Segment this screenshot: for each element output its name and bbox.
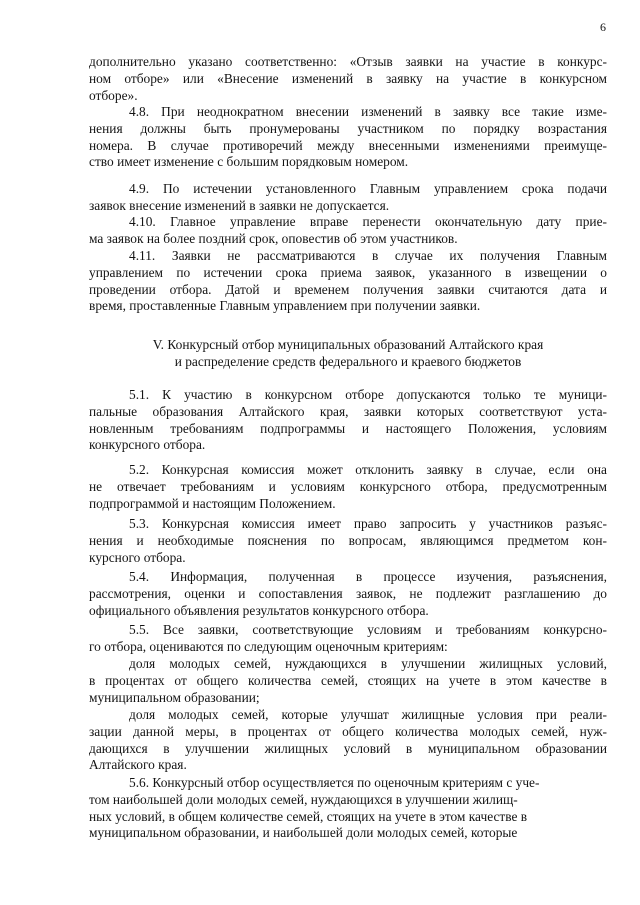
text-line: конкурсного отбора. — [89, 437, 206, 453]
text-line: 5.2. Конкурсная комиссия может отклонить заявку в случае, если она — [129, 462, 607, 477]
text-line: 5.3. Конкурсная комиссия имеет право запросить у участников разъяс- — [129, 516, 607, 531]
text-line: 4.9. По истечении установленного Главным управлением срока подачи — [129, 181, 607, 196]
paragraph-5-6 — [89, 775, 607, 842]
paragraph-5-3 — [89, 516, 607, 566]
text-line: курсного отбора. — [89, 549, 186, 565]
text-line: нения должны быть пронумерованы участником по порядку возрастания — [89, 120, 607, 136]
text-line: рассмотрения, оценки и сопоставления заявок, не подлежит разглашению до — [89, 585, 607, 601]
text-line: доля молодых семей, нуждающихся в улучшении жилищных условий, — [129, 656, 607, 671]
text-line: го отбора, оцениваются по следующим оценочным критериям: — [89, 638, 448, 654]
text-line: Алтайского края. — [89, 757, 187, 773]
text-line: ма заявок на более поздний срок, оповестив об этом участников. — [89, 230, 458, 246]
text-line: новленным требованиям подпрограммы и настоящего Положения, условиям — [89, 420, 607, 436]
paragraph-4-10 — [89, 214, 607, 248]
text-line: дающихся в улучшении жилищных условий в муниципальном образовании — [89, 740, 607, 756]
text-line: 4.11. Заявки не рассматриваются в случае их получения Главным — [129, 248, 607, 263]
text-line: доля молодых семей, которые улучшат жилищные условия при реали- — [129, 707, 607, 722]
text-line: номера. В случае противоречий между внесенными изменениями преимуще- — [89, 137, 607, 153]
text-line: пальные образования Алтайского края, заявки которых соответствуют уста- — [89, 403, 607, 419]
paragraph-4-9 — [89, 181, 607, 215]
text-line: 5.5. Все заявки, соответствующие условиям и требованиям конкурсно- — [129, 622, 607, 637]
text-line: ных условий, в общем количестве семей, стоящих на учете в этом качестве в — [89, 808, 528, 824]
paragraph-5-5 — [89, 622, 607, 656]
section-heading — [89, 337, 607, 371]
text-line: подпрограммой и настоящим Положением. — [89, 495, 336, 511]
text-line: дополнительно указано соответственно: «Отзыв заявки на участие в конкурс- — [89, 54, 607, 69]
text-line: 4.8. При неоднократном внесении изменений в заявку все такие изме- — [129, 104, 607, 119]
text-line: 4.10. Главное управление вправе перенести окончательную дату прие- — [129, 214, 607, 229]
text-line: ство имеет изменение с большим порядковым номером. — [89, 154, 409, 170]
text-line: зации данной меры, в процентах от общего количества молодых семей, нуж- — [89, 723, 607, 739]
text-line: нения и необходимые пояснения по вопросам, являющимся предметом кон- — [89, 532, 607, 548]
text-line: официального объявления результатов конкурсного отбора. — [89, 602, 429, 618]
text-line: время, проставленные Главным управлением при получении заявки. — [89, 298, 481, 314]
paragraph-5-1 — [89, 387, 607, 454]
text-line: 5.4. Информация, полученная в процессе изучения, разъяснения, — [129, 569, 607, 584]
text-line: 5.6. Конкурсный отбор осуществляется по оценочным критериям с уче- — [129, 775, 540, 790]
section-heading-line-2: и распределение средств федерального и краевого бюджетов — [174, 353, 522, 369]
paragraph-5-2 — [89, 462, 607, 512]
text-line: управлением по истечении срока приема заявок, указанного в извещении о — [89, 264, 607, 280]
text-line: в процентах от общего количества семей, стоящих на учете в этом качестве в — [89, 672, 607, 688]
section-heading-line-1: V. Конкурсный отбор муниципальных образований Алтайского края — [152, 337, 544, 352]
text-line: отборе». — [89, 87, 138, 103]
text-line: 5.1. К участию в конкурсном отборе допускаются только те муници- — [129, 387, 607, 402]
paragraph-5-4 — [89, 569, 607, 619]
text-line: том наибольшей доли молодых семей, нуждающихся в улучшении жилищ- — [89, 791, 518, 807]
text-line: муниципальном образовании, и наибольшей доли молодых семей, которые — [89, 825, 518, 841]
paragraph-4-11 — [89, 248, 607, 315]
paragraph-4-7-continuation — [89, 54, 607, 104]
criterion-1 — [89, 656, 607, 706]
criterion-2 — [89, 707, 607, 774]
text-line: ном отборе» или «Внесение изменений в заявку на участие в конкурсном — [89, 70, 607, 86]
text-line: не отвечает требованиям и условиям конкурсного отбора, предусмотренным — [89, 478, 607, 494]
page-number: 6 — [600, 20, 606, 34]
text-line: муниципальном образовании; — [89, 689, 260, 705]
text-line: заявок внесение изменений в заявки не допускается. — [89, 197, 390, 213]
paragraph-4-8 — [89, 104, 607, 171]
text-line: проведении отбора. Датой и временем получения заявки считаются дата и — [89, 281, 607, 297]
